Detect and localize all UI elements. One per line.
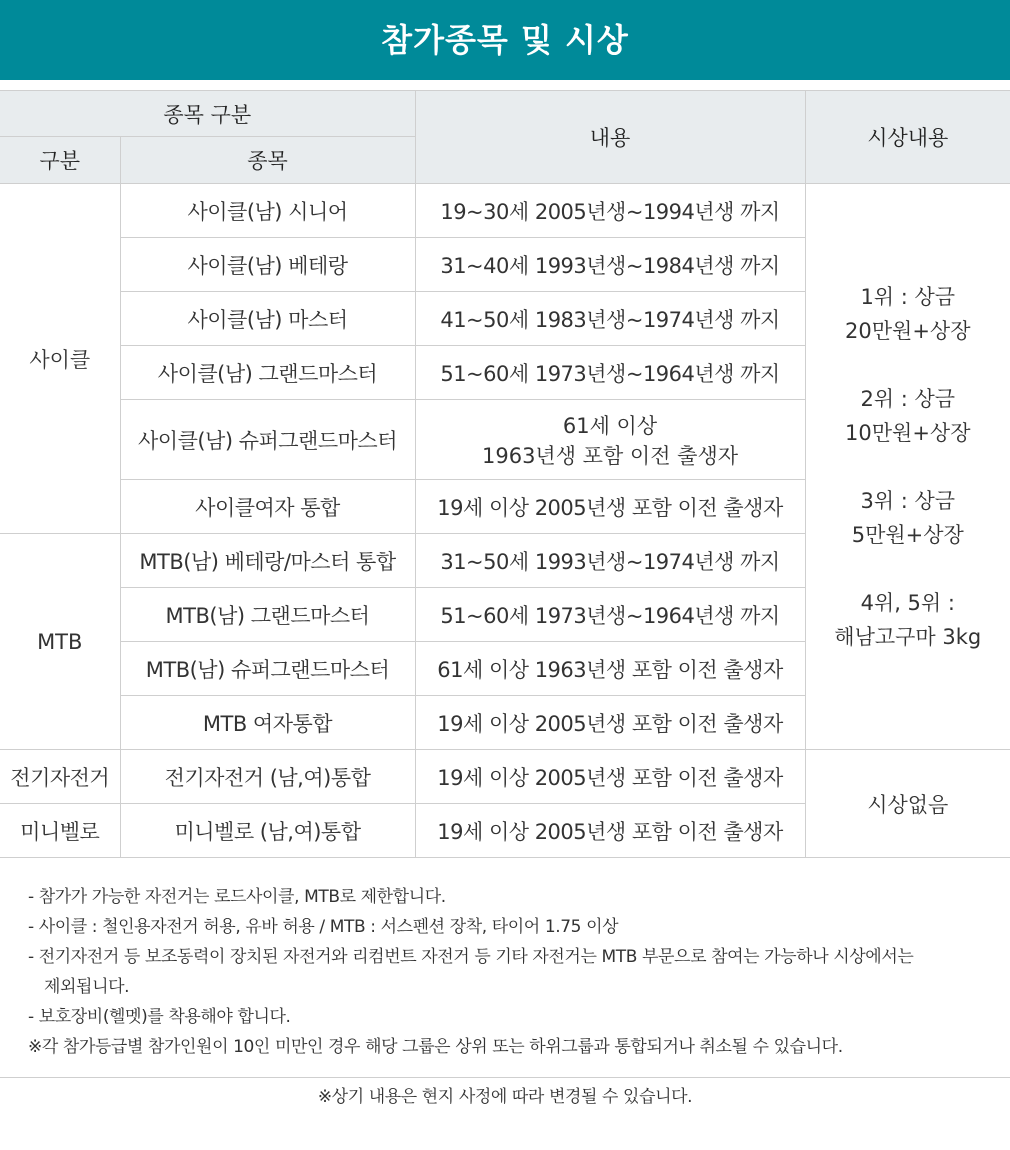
note-item: - 전기자전거 등 보조동력이 장치된 자전거와 리컴번트 자전거 등 기타 자전거는 MTB 부문으로 참여는 가능하나 시상에서는 [28,947,914,967]
content-cell: 51~60세 1973년생~1964년생 까지 [415,346,805,400]
prize-2-line1: 2위 : 상금 [860,386,956,411]
event-cell: 사이클(남) 시니어 [120,184,415,238]
prize-cell [805,184,1010,750]
note-item: - 사이클 : 철인용자전거 허용, 유바 허용 / MTB : 서스펜션 장착, 타이어 1.75 이상 [28,917,619,937]
event-cell: 사이클(남) 그랜드마스터 [120,346,415,400]
content-cell: 19세 이상 2005년생 포함 이전 출생자 [415,696,805,750]
notes [28,882,1003,1062]
content-cell: 19세 이상 2005년생 포함 이전 출생자 [415,750,805,804]
content-cell: 19세 이상 2005년생 포함 이전 출생자 [415,480,805,534]
content-cell [415,400,805,480]
note-item: - 참가가 가능한 자전거는 로드사이클, MTB로 제한합니다. [28,887,446,907]
content-cell: 61세 이상 1963년생 포함 이전 출생자 [415,642,805,696]
header-category: 구분 [0,137,120,184]
content-cell: 31~50세 1993년생~1974년생 까지 [415,534,805,588]
group-minivelo: 미니벨로 [0,804,120,858]
content-line1: 61세 이상 [562,413,658,438]
divider [0,1077,1010,1078]
header-event: 종목 [120,137,415,184]
event-cell: 사이클(남) 슈퍼그랜드마스터 [120,400,415,480]
content-line2: 1963년생 포함 이전 출생자 [481,443,739,468]
table-row [0,184,1010,238]
event-cell: 사이클여자 통합 [120,480,415,534]
footer-note: ※상기 내용은 현지 사정에 따라 변경될 수 있습니다. [317,1087,693,1107]
no-prize-cell: 시상없음 [805,750,1010,858]
note-item: - 보호장비(헬멧)를 착용해야 합니다. [28,1007,291,1027]
header-event-group: 종목 구분 [0,91,415,137]
event-cell: MTB(남) 그랜드마스터 [120,588,415,642]
table-row [0,750,1010,804]
group-mtb: MTB [0,534,120,750]
content-cell: 41~50세 1983년생~1974년생 까지 [415,292,805,346]
prize-2-line2: 10만원+상장 [845,420,971,445]
prize-3-line1: 3위 : 상금 [860,488,956,513]
note-item: ※각 참가등급별 참가인원이 10인 미만인 경우 해당 그룹은 상위 또는 하위그룹과 통합되거나 취소될 수 있습니다. [28,1037,843,1057]
prize-1-line1: 1위 : 상금 [860,284,956,309]
event-cell: MTB(남) 슈퍼그랜드마스터 [120,642,415,696]
group-cycle: 사이클 [0,184,120,534]
event-cell: 전기자전거 (남,여)통합 [120,750,415,804]
event-cell: 사이클(남) 베테랑 [120,238,415,292]
event-cell: 미니벨로 (남,여)통합 [120,804,415,858]
event-cell: MTB 여자통합 [120,696,415,750]
prize-4-line2: 해남고구마 3kg [834,624,982,649]
event-cell: 사이클(남) 마스터 [120,292,415,346]
content-cell: 19세 이상 2005년생 포함 이전 출생자 [415,804,805,858]
group-ebike: 전기자전거 [0,750,120,804]
prize-3-line2: 5만원+상장 [851,522,964,547]
content-cell: 19~30세 2005년생~1994년생 까지 [415,184,805,238]
prize-1-line2: 20만원+상장 [845,318,971,343]
header-prize: 시상내용 [805,91,1010,184]
table-header-row [0,91,1010,137]
header-content: 내용 [415,91,805,184]
events-table [0,90,1010,858]
prize-list [806,280,1010,654]
content-cell: 51~60세 1973년생~1964년생 까지 [415,588,805,642]
content-cell: 31~40세 1993년생~1984년생 까지 [415,238,805,292]
prize-4-line1: 4위, 5위 : [860,590,955,615]
page-title: 참가종목 및 시상 [0,0,1010,80]
note-item-continued: 제외됩니다. [44,977,130,997]
event-cell: MTB(남) 베테랑/마스터 통합 [120,534,415,588]
